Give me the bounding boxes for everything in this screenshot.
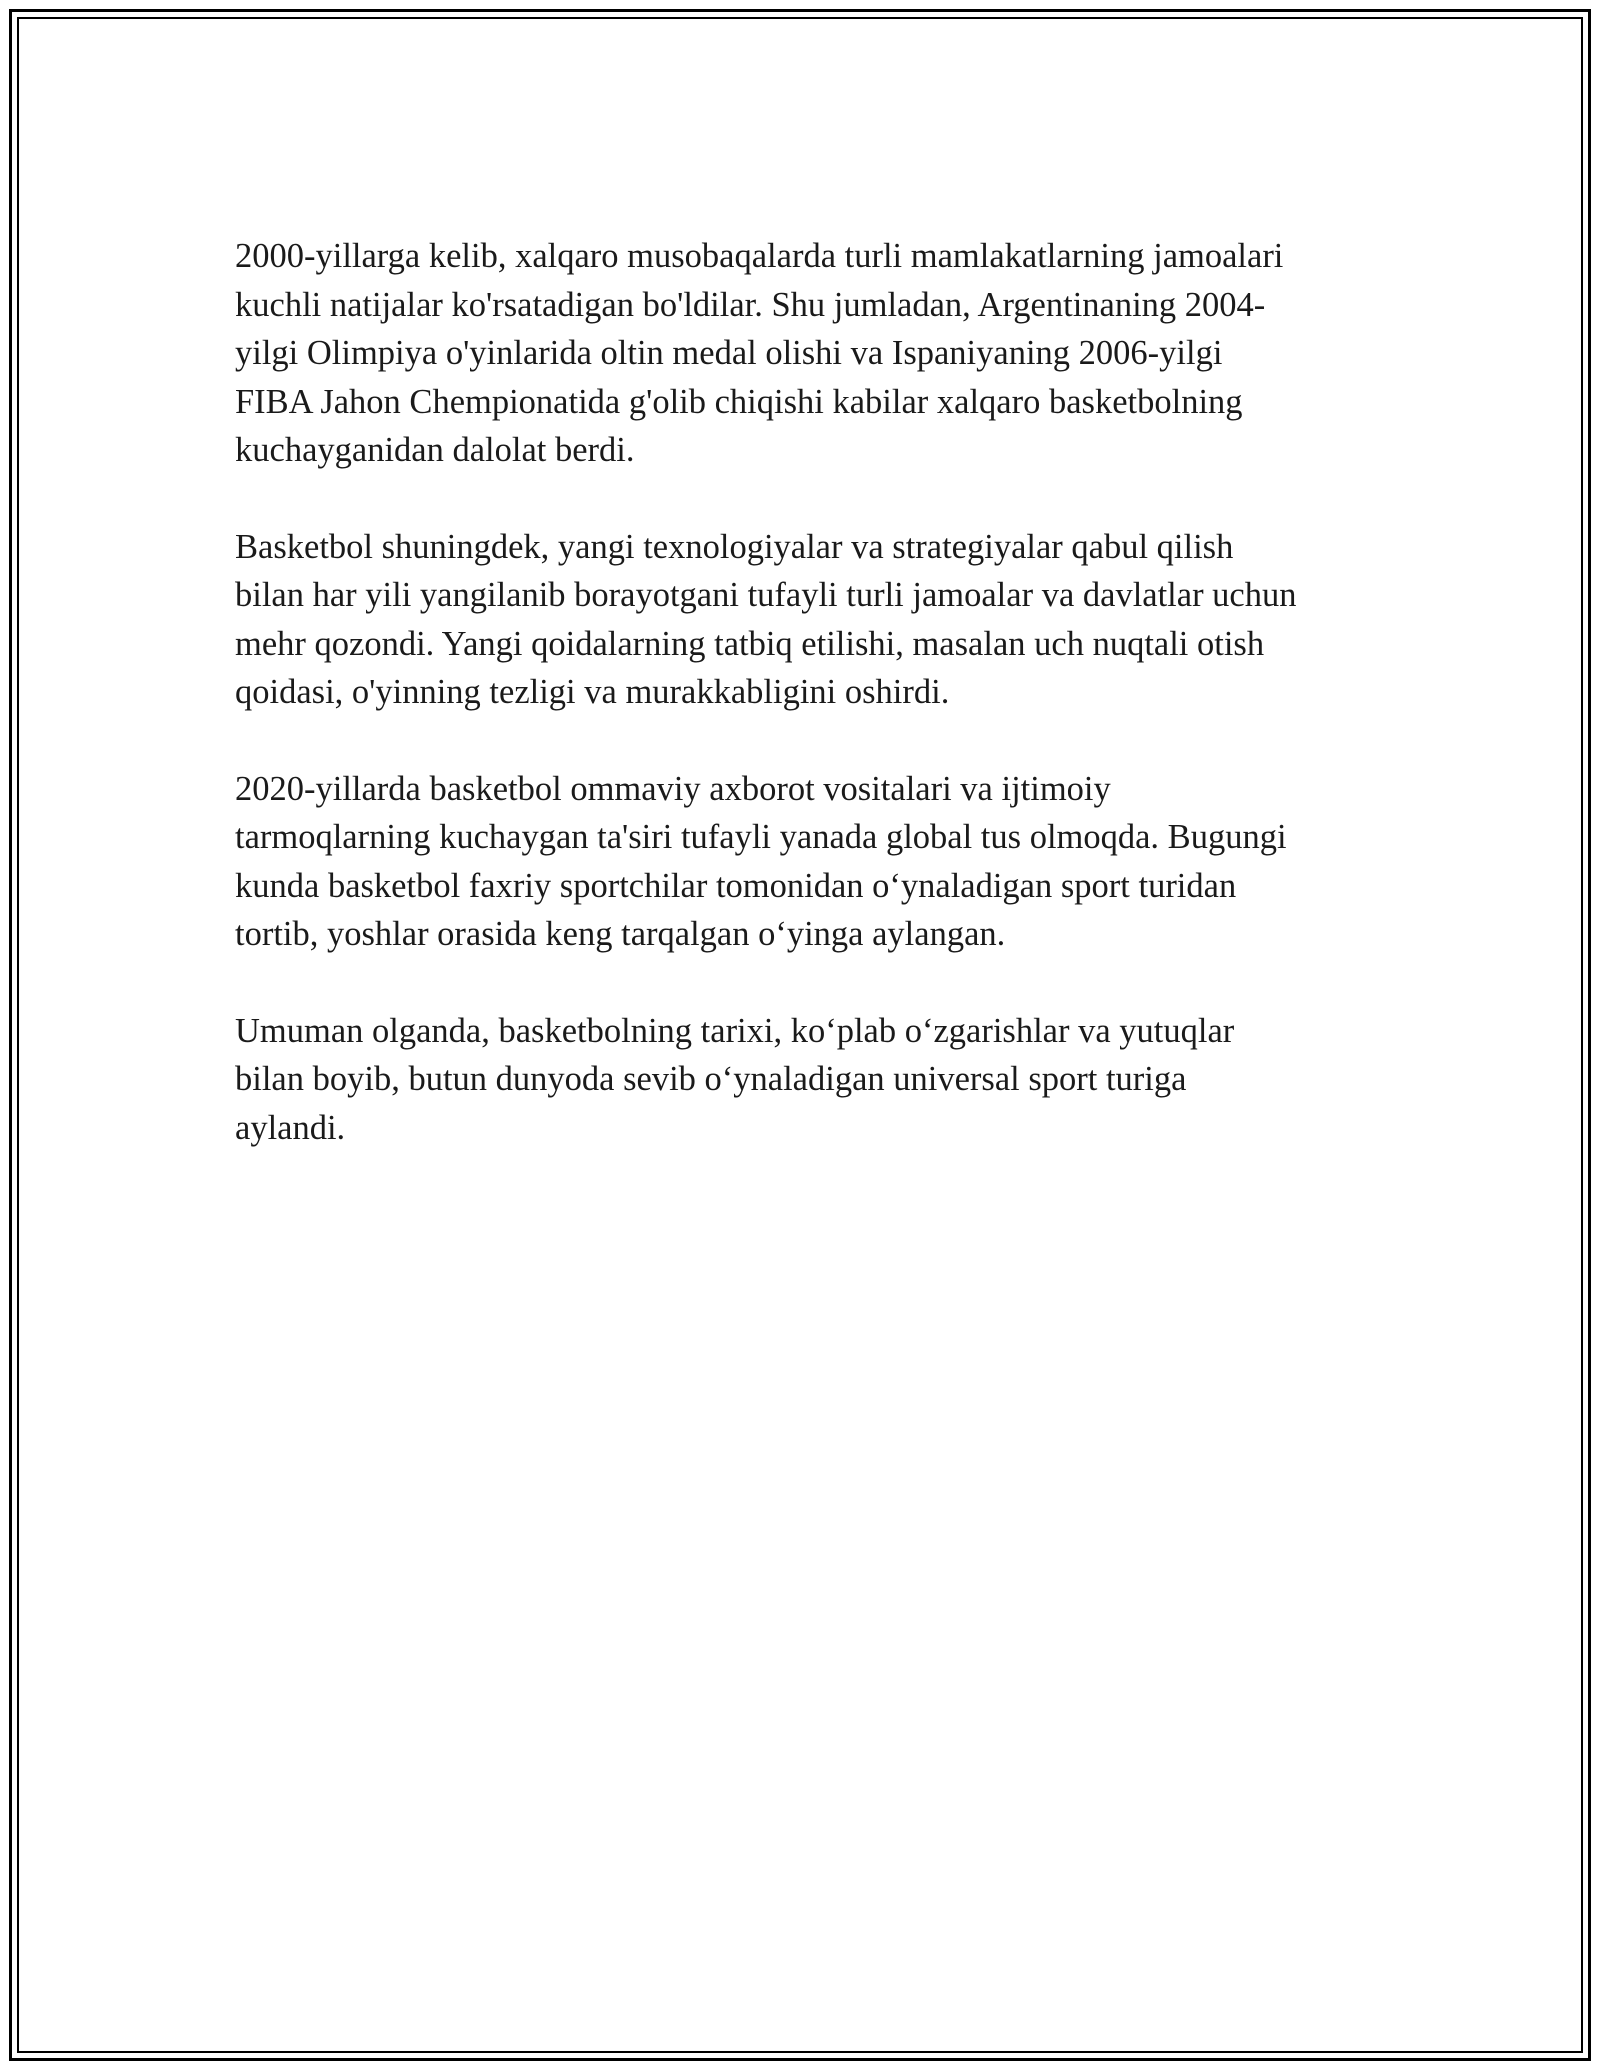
- paragraph-technology-strategy: Basketbol shuningdek, yangi texnologiyalar va strategiyalar qabul qilish bilan har yili yangilanib borayotgani tufayli turli jamoalar va davlatlar uchun mehr qozondi. Yangi qoidalarning tatbiq etilishi, masalan uch nuqtali otish qoidasi, o'yinning tezligi va murakkabligini oshirdi.: [235, 527, 1297, 711]
- paragraph-media-influence: 2020-yillarda basketbol ommaviy axborot vositalari va ijtimoiy tarmoqlarning kuchaygan ta'siri tufayli yanada global tus olmoqda. Bugungi kunda basketbol faxriy sportchilar tomonidan o‘ynaladigan sport turidan tortib, yoshlar orasida keng tarqalgan o‘yinga aylangan.: [235, 769, 1287, 953]
- paragraph-conclusion: Umuman olganda, basketbolning tarixi, ko‘plab o‘zgarishlar va yutuqlar bilan boyib, butun dunyoda sevib o‘ynaladigan universal sport turiga aylandi.: [235, 1011, 1235, 1147]
- document-body: [235, 232, 1375, 1200]
- paragraph-international-competitions: 2000-yillarga kelib, xalqaro musobaqalarda turli mamlakatlarning jamoalari kuchli natijalar ko'rsatadigan bo'ldilar. Shu jumladan, Argentinaning 2004- yilgi Olimpiya o'yinlarida oltin medal olishi va Ispaniyaning 2006-yilgi FIBA Jahon Chempionatida g'olib chiqishi kabilar xalqaro basketbolning kuchayganidan dalolat berdi.: [235, 237, 1284, 469]
